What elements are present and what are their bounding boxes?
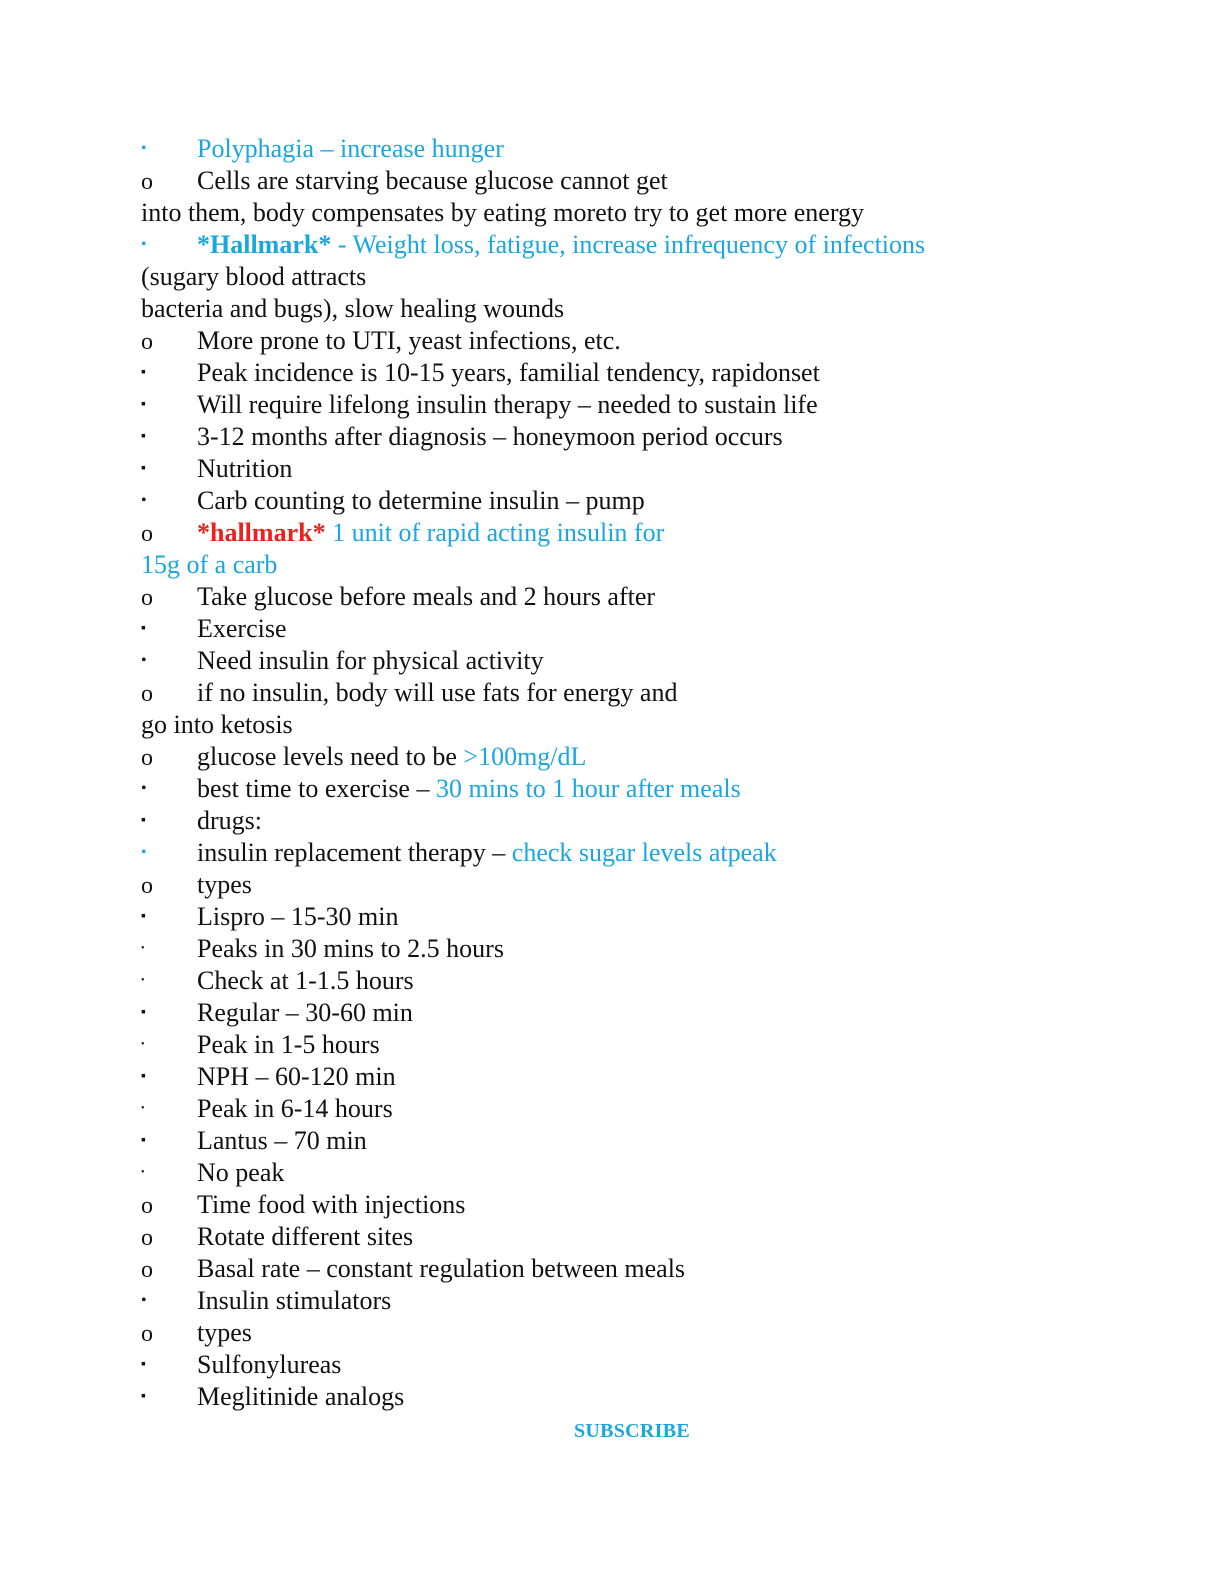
- bullet-square: ▪: [141, 365, 146, 380]
- list-item: [141, 1189, 465, 1221]
- item-text: Peaks in 30 mins to 2.5 hours: [197, 934, 504, 963]
- list-item: [141, 869, 252, 901]
- highlight-text: >100mg/dL: [463, 742, 587, 771]
- bullet-circle: o: [141, 1193, 153, 1219]
- bullet-square: ▪: [141, 1357, 146, 1372]
- bullet-square: ▪: [141, 397, 146, 412]
- item-text: - Weight loss, fatigue, increase infrequency of infections: [331, 230, 926, 259]
- list-item: [141, 677, 677, 709]
- list-item: [141, 965, 414, 997]
- bullet-circle: o: [141, 1321, 153, 1347]
- continuation-line: [141, 549, 277, 581]
- list-item: [141, 1029, 380, 1061]
- bullet-square: ▪: [141, 1389, 146, 1404]
- list-item: [141, 1221, 413, 1253]
- item-text: go into ketosis: [141, 710, 293, 739]
- list-item: [141, 325, 621, 357]
- bullet-square: ▪: [141, 461, 146, 476]
- bullet-circle: o: [141, 585, 153, 611]
- list-item: [141, 901, 399, 933]
- bullet-dot: •: [141, 780, 147, 797]
- item-text: Basal rate – constant regulation between meals: [197, 1254, 686, 1283]
- list-item: [141, 229, 925, 261]
- item-text: Regular – 30-60 min: [197, 998, 413, 1027]
- bullet-square: ▪: [141, 909, 146, 924]
- item-text: 3-12 months after diagnosis – honeymoon period occurs: [197, 422, 783, 451]
- item-text: 1 unit of rapid acting insulin for: [325, 518, 665, 547]
- subscribe-link[interactable]: SUBSCRIBE: [573, 1420, 691, 1442]
- list-item: [141, 1093, 393, 1125]
- item-text: Will require lifelong insulin therapy – needed to sustain life: [197, 390, 818, 419]
- bullet-square: ▪: [141, 813, 146, 828]
- item-text: Rotate different sites: [197, 1222, 414, 1251]
- bullet-square: ▪: [141, 621, 146, 636]
- item-text: Time food with injections: [197, 1190, 466, 1219]
- continuation-line: [141, 261, 366, 293]
- list-item: [141, 1285, 391, 1317]
- list-item: [141, 1061, 396, 1093]
- list-item: [141, 1125, 367, 1157]
- continuation-line: [141, 293, 564, 325]
- list-item: [141, 357, 820, 389]
- bullet-small: •: [141, 943, 145, 954]
- list-item: [141, 389, 818, 421]
- item-text: Cells are starving because glucose cannot get: [197, 166, 668, 195]
- list-item: [141, 517, 664, 549]
- item-text: Need insulin for physical activity: [197, 646, 544, 675]
- item-text: into them, body compensates by eating moreto try to get more energy: [141, 198, 865, 227]
- item-text: Peak in 6-14 hours: [197, 1094, 393, 1123]
- bullet-small: •: [141, 1039, 145, 1050]
- item-text: Take glucose before meals and 2 hours after: [197, 582, 656, 611]
- item-text: Exercise: [197, 614, 287, 643]
- item-text: best time to exercise –: [197, 774, 436, 803]
- bullet-small: •: [141, 1103, 145, 1114]
- bullet-circle: o: [141, 329, 153, 355]
- item-text: insulin replacement therapy –: [197, 838, 512, 867]
- bullet-small: •: [141, 1167, 145, 1178]
- item-text: 15g of a carb: [141, 550, 278, 579]
- list-item: [141, 613, 287, 645]
- item-text: Lispro – 15-30 min: [197, 902, 399, 931]
- bullet-dot: •: [141, 1292, 147, 1309]
- list-item: [141, 1317, 252, 1349]
- bullet-square: ▪: [141, 429, 146, 444]
- item-text: Insulin stimulators: [197, 1286, 392, 1315]
- list-item: [141, 1349, 341, 1381]
- bullet-dot: •: [141, 492, 147, 509]
- item-text: Nutrition: [197, 454, 293, 483]
- item-text: types: [197, 1318, 252, 1347]
- list-item: [141, 133, 504, 165]
- bullet-circle: o: [141, 1225, 153, 1251]
- item-text: bacteria and bugs), slow healing wounds: [141, 294, 565, 323]
- bullet-circle: o: [141, 873, 153, 899]
- highlight-text: 30 mins to 1 hour after meals: [435, 774, 741, 803]
- item-text: glucose levels need to be: [197, 742, 464, 771]
- bullet-circle: o: [141, 169, 153, 195]
- bullet-circle: o: [141, 681, 153, 707]
- bullet-dot: •: [141, 844, 147, 861]
- list-item: [141, 933, 504, 965]
- item-text: types: [197, 870, 252, 899]
- list-item: [141, 165, 668, 197]
- item-text: NPH – 60-120 min: [197, 1062, 396, 1091]
- hallmark-label: *Hallmark*: [197, 230, 332, 259]
- continuation-line: [141, 197, 864, 229]
- item-text: Lantus – 70 min: [197, 1126, 367, 1155]
- continuation-line: [141, 709, 293, 741]
- item-text: Carb counting to determine insulin – pump: [197, 486, 645, 515]
- item-text: Peak in 1-5 hours: [197, 1030, 380, 1059]
- list-item: [141, 485, 645, 517]
- item-text: Check at 1-1.5 hours: [197, 966, 414, 995]
- item-text: Polyphagia – increase hunger: [197, 134, 504, 163]
- list-item: [141, 1253, 685, 1285]
- item-text: (sugary blood attracts: [141, 262, 367, 291]
- bullet-square: ▪: [141, 1133, 146, 1148]
- list-item: [141, 645, 544, 677]
- list-item: [141, 805, 262, 837]
- list-item: [141, 837, 777, 869]
- bullet-dot: •: [141, 652, 147, 669]
- list-item: [141, 741, 586, 773]
- list-item: [141, 1381, 404, 1413]
- item-text: Meglitinide analogs: [197, 1382, 405, 1411]
- bullet-circle: o: [141, 745, 153, 771]
- list-item: [141, 1157, 284, 1189]
- bullet-small: •: [141, 975, 145, 986]
- item-text: if no insulin, body will use fats for energy and: [197, 678, 678, 707]
- bullet-dot: •: [141, 140, 147, 157]
- list-item: [141, 453, 292, 485]
- bullet-square: ▪: [141, 1005, 146, 1020]
- bullet-circle: o: [141, 1257, 153, 1283]
- list-item: [141, 773, 741, 805]
- bullet-square: ▪: [141, 1069, 146, 1084]
- item-text: Peak incidence is 10-15 years, familial tendency, rapidonset: [197, 358, 820, 387]
- highlight-text: check sugar levels atpeak: [511, 838, 777, 867]
- list-item: [141, 997, 413, 1029]
- item-text: drugs:: [197, 806, 262, 835]
- item-text: No peak: [197, 1158, 285, 1187]
- bullet-dot: •: [141, 236, 147, 253]
- list-item: [141, 581, 655, 613]
- list-item: [141, 421, 783, 453]
- item-text: More prone to UTI, yeast infections, etc.: [197, 326, 621, 355]
- bullet-circle: o: [141, 521, 153, 547]
- item-text: Sulfonylureas: [197, 1350, 342, 1379]
- hallmark-label: *hallmark*: [197, 518, 326, 547]
